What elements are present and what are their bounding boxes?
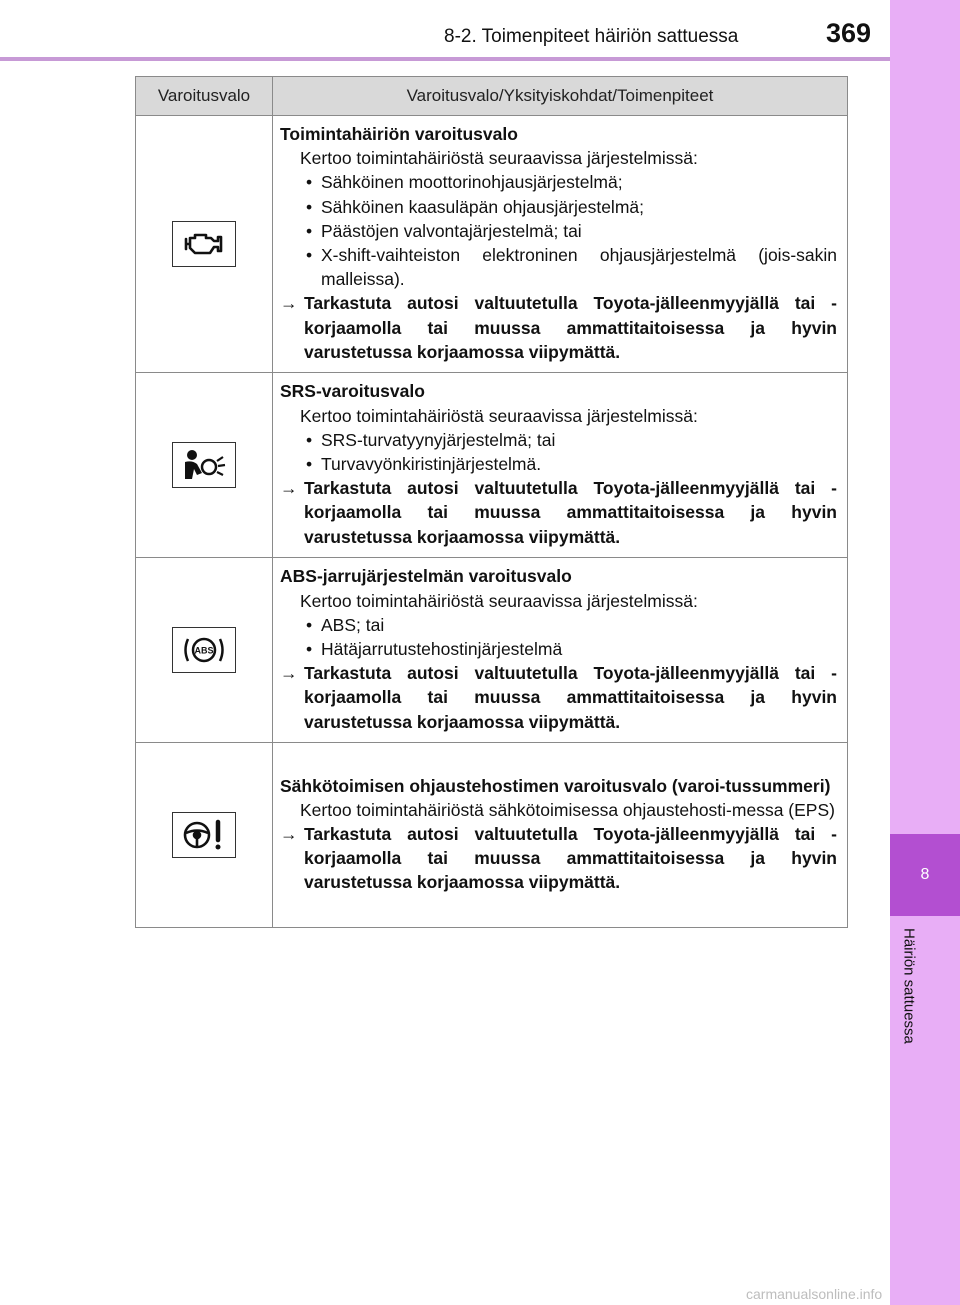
warning-system-list — [280, 613, 837, 661]
warning-action — [280, 476, 837, 549]
icon-cell — [136, 558, 273, 743]
warning-title: ABS-jarrujärjestelmän varoitusvalo — [280, 566, 572, 587]
power-steering-icon — [172, 812, 236, 858]
arrow-icon: → — [280, 478, 298, 499]
warning-system-list — [280, 428, 837, 476]
list-item: • X-shift-vaihteiston elektroninen ohjausjärjestelmä (jois-sakin malleissa). — [306, 243, 837, 291]
airbag-srs-icon — [172, 442, 236, 488]
action-text: Tarkastuta autosi valtuutetulla Toyota-jälleenmyyjällä tai -korjaamolla tai muussa ammattitaitoisessa ja hyvin varustetussa korjaamossa viipymättä. — [304, 823, 837, 893]
arrow-icon: → — [280, 823, 298, 844]
list-item: • Turvavyönkiristinjärjestelmä. — [306, 452, 837, 476]
list-item: • ABS; tai — [306, 613, 837, 637]
column-header-warning-light: Varoitusvalo — [136, 77, 273, 116]
icon-cell — [136, 743, 273, 928]
engine-check-icon — [172, 221, 236, 267]
table-row — [136, 373, 848, 558]
arrow-icon: → — [280, 293, 298, 314]
action-text: Tarkastuta autosi valtuutetulla Toyota-jälleenmyyjällä tai -korjaamolla tai muussa ammattitaitoisessa ja hyvin varustetussa korjaamossa viipymättä. — [304, 293, 837, 362]
warning-title: Sähkötoimisen ohjaustehostimen varoitusvalo (varoi-tussummeri) — [280, 775, 831, 796]
warning-description: Kertoo toimintahäiriöstä seuraavissa järjestelmissä: — [300, 148, 698, 169]
table-header-row — [136, 77, 848, 116]
chapter-label: Häiriön sattuessa — [900, 928, 918, 1044]
warning-description: Kertoo toimintahäiriöstä sähkötoimisessa ohjaustehosti-messa (EPS) — [300, 799, 835, 820]
action-text: Tarkastuta autosi valtuutetulla Toyota-jälleenmyyjällä tai -korjaamolla tai muussa ammattitaitoisessa ja hyvin varustetussa korjaamossa viipymättä. — [304, 663, 837, 732]
section-title: 8-2. Toimenpiteet häiriön sattuessa — [444, 26, 739, 47]
warning-details-cell — [273, 373, 848, 558]
warning-action — [280, 661, 837, 734]
arrow-icon: → — [280, 663, 298, 684]
table-row — [136, 116, 848, 373]
table-row — [136, 743, 848, 928]
list-item: • Sähköinen moottorinohjausjärjestelmä; — [306, 170, 837, 194]
chapter-side-band — [890, 0, 960, 1305]
header-divider — [0, 57, 890, 61]
warning-description: Kertoo toimintahäiriöstä seuraavissa järjestelmissä: — [300, 405, 698, 426]
list-item: • Sähköinen kaasuläpän ohjausjärjestelmä; — [306, 195, 837, 219]
warning-title: SRS-varoitusvalo — [280, 381, 425, 402]
abs-icon — [172, 627, 236, 673]
warning-light-table — [135, 76, 848, 928]
watermark: carmanualsonline.info — [746, 1286, 883, 1302]
list-item: • SRS-turvatyynyjärjestelmä; tai — [306, 428, 837, 452]
warning-action — [280, 291, 837, 364]
list-item: • Hätäjarrutustehostinjärjestelmä — [306, 637, 837, 661]
action-text: Tarkastuta autosi valtuutetulla Toyota-jälleenmyyjällä tai -korjaamolla tai muussa ammattitaitoisessa ja hyvin varustetussa korjaamossa viipymättä. — [304, 478, 837, 547]
icon-cell — [136, 116, 273, 373]
column-header-details: Varoitusvalo/Yksityiskohdat/Toimenpiteet — [273, 77, 848, 116]
icon-cell — [136, 373, 273, 558]
warning-description: Kertoo toimintahäiriöstä seuraavissa järjestelmissä: — [300, 590, 698, 611]
warning-details-cell — [273, 743, 848, 928]
page-number: 369 — [826, 18, 872, 48]
abs-icon-text: ABS — [194, 645, 214, 656]
chapter-number-tab: 8 — [890, 834, 960, 916]
table-row — [136, 558, 848, 743]
warning-title: Toimintahäiriön varoitusvalo — [280, 124, 518, 144]
list-item: • Päästöjen valvontajärjestelmä; tai — [306, 219, 837, 243]
warning-details-cell — [273, 558, 848, 743]
warning-details-cell — [273, 116, 848, 373]
warning-action — [280, 822, 837, 895]
warning-system-list — [280, 170, 837, 291]
